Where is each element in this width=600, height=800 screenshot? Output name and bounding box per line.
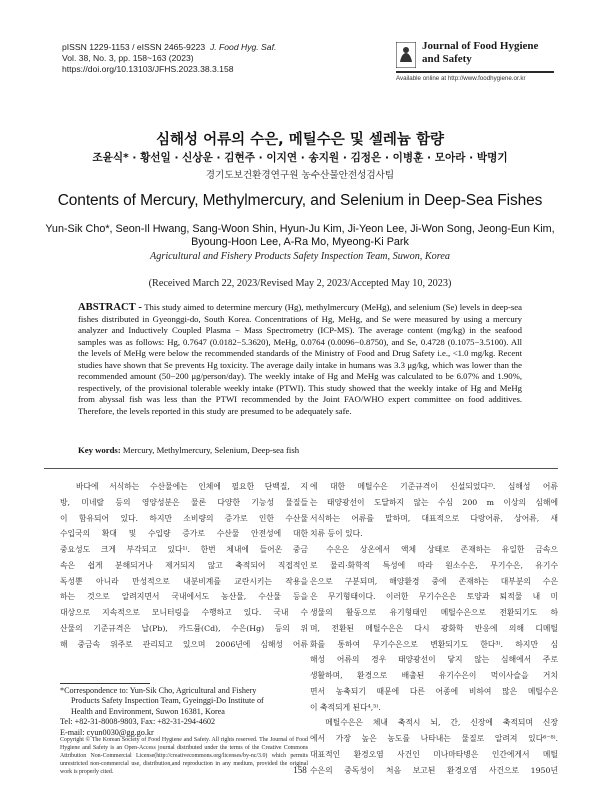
abstract-text: This study aimed to determine mercury (Hg), methylmercury (MeHg), and selenium (Se) levels in deep-sea fishes distributed in Gyeonggi-do, South Korea. Concentrations of Hg, MeHg, and Se were measured by using a mercury analyzer and Inductively Coupled Plasma − Mass Spectrometry (ICP-MS). The average content (mg/kg) in the seafood samples was as follows: Hg, 0.7647 (0.0182−5.3620), MeHg, 0.0764 (0.0096−0.8750), and Se, 0.4728 (0.1075−3.5100). All the levels of MeHg were below the recommended standards of the Ministry of Food and Drug Safety i.e., <1.0 mg/kg. Recent studies have shown that Se prevents Hg toxicity. The average daily intake in humans was 3.3 μg/kg, which was lower than the recommended amount (50−200 μg/person/day). The weekly intake of Hg and MeHg was calculated to be 6.07% and 1.90%, respectively, of the provisional tolerable weekly intake (PTWI). This study showed that the weekly intake of Hg and MeHg from abyssal fish was less than the PTWI recommended by the Joint FAO/WHO expert committee on food additives. Therefore, the levels reported in this study are presumed to be adequately safe. — [78, 302, 522, 416]
body-line: 에 대한 메틸수은 기준규격이 신설되었다²⁾. 심해성 어류 — [310, 482, 558, 491]
body-line: 수은의 중독성이 처음 보고된 환경오염 사건으로 1950년 — [310, 765, 558, 775]
journal-brand — [396, 40, 556, 82]
body-line: 속은 쉽게 분해되거나 제거되지 않고 축적되어 직접적인 — [60, 560, 308, 570]
keywords — [78, 445, 522, 455]
footnote-correspondence: *Correspondence to: Yun-Sik Cho, Agricultural and Fishery — [60, 686, 257, 695]
body-line: 수입국의 확대 및 수입량 증가로 수산물 안전성에 대한 — [60, 529, 308, 539]
keywords-text: Mercury, Methylmercury, Selenium, Deep-sea fish — [122, 445, 300, 455]
body-line: 생활하며, 환경으로 배출된 유기수은이 먹이사슬을 거치 — [310, 671, 558, 680]
body-line: 은으로 구분되며, 해양환경 중에 존재하는 대부분의 수은 — [310, 576, 558, 586]
affiliation-english: Agricultural and Fishery Products Safety Inspection Team, Suwon, Korea — [150, 251, 450, 262]
body-line: 는 태양광선이 도달하지 않는 수심 200 m 이상의 심해에 — [310, 497, 558, 507]
body-line: 바다에 서식하는 수산물에는 인체에 필요한 단백질, 지 — [60, 482, 308, 491]
body-line: 산물의 기준규격은 납(Pb), 카드뮴(Cd), 수은(Hg) 등의 위 — [60, 623, 308, 633]
title-english: Contents of Mercury, Methylmercury, and Selenium in Deep-Sea Fishes — [57, 192, 543, 209]
body-line: 화를 통하여 무기수은으로 변환되기도 한다³⁾. 하지만 심 — [310, 639, 558, 649]
footnote-rule — [60, 683, 150, 684]
footnote-correspondence-3: Health and Environment, Suwon 16381, Korea — [71, 706, 225, 716]
journal-logo-icon — [396, 42, 416, 68]
body-line: 은 무기형태이다. 이러한 무기수은은 토양과 퇴적물 내 미 — [310, 592, 558, 602]
abstract — [78, 302, 522, 417]
header-meta — [62, 42, 276, 76]
body-line: 해성 어류의 경우 태양광선이 닿지 않는 심해에서 주로 — [310, 655, 558, 665]
keywords-label: Key words: — [78, 445, 121, 455]
body-line: 에서 가장 높은 농도를 나타내는 물질로 알려져 있다⁶⁻⁸⁾. — [310, 734, 558, 743]
footnote-tel-fax: Tel: +82-31-8008-9803, Fax: +82-31-294-4602 — [60, 717, 216, 727]
body-line: 하는 것으로 알려지면서 국내에서도 농산물, 수산물 등을 — [60, 592, 308, 602]
issn-line — [62, 42, 276, 53]
body-line: 면서 농축되기 때문에 다른 어종에 비하여 많은 메틸수은 — [310, 686, 558, 696]
authors-english-line2: Byoung-Hoon Lee, A-Ra Mo, Myeong-Ki Park — [191, 236, 409, 248]
journal-name-line2: and Safety — [422, 53, 472, 65]
body-column-left — [60, 479, 308, 652]
journal-name — [422, 40, 538, 66]
body-line: 이 함유되어 있다. 하지만 소비량의 증가로 인한 수산물 — [60, 513, 308, 523]
correspondence-footnote — [60, 686, 308, 738]
footnote-correspondence-2: Products Safety Inspection Team, Gyeinggi-Do Institute of — [71, 696, 264, 706]
body-line: 독성뿐 아니라 만성적으로 내분비계를 교란시키는 작용을 — [60, 576, 308, 586]
received-dates: (Received March 22, 2023/Revised May 2, 2023/Accepted May 10, 2023) — [148, 278, 452, 289]
body-line: 메틸수은은 체내 축적시 뇌, 간, 신장에 축적되며 신장 — [310, 718, 558, 728]
footnote-email[interactable]: E-mail: cyun0030@gg.go.kr — [60, 727, 154, 737]
authors-english-line1: Yun-Sik Cho*, Seon-Il Hwang, Sang-Woon Shin, Hyun-Ju Kim, Ji-Yeon Lee, Ji-Won Song, Jeong-Eun Kim, — [45, 223, 555, 235]
body-line: 해 중금속 위주로 관리되고 있으며 2006년에 심해성 어류 — [60, 639, 308, 649]
journal-abbr: J. Food Hyg. Saf. — [209, 42, 277, 52]
volume-line: Vol. 38, No. 3, pp. 158~163 (2023) — [62, 53, 194, 64]
issn: pISSN 1229-1153 / eISSN 2465-9223 — [62, 42, 206, 52]
authors-english — [40, 223, 560, 249]
page-number: 158 — [293, 765, 307, 775]
journal-name-line1: Journal of Food Hygiene — [422, 40, 539, 52]
affiliation-korean: 경기도보건환경연구원 농수산물안전성검사팀 — [205, 170, 395, 181]
authors-korean: 조윤식* · 황선일 · 신상운 · 김현주 · 이지연 · 송지원 · 김정은 · 이병훈 · 모아라 · 박명기 — [92, 152, 508, 164]
body-line: 수은은 상온에서 액체 상태로 존재하는 유일한 금속으 — [310, 545, 558, 554]
copyright-notice: Copyright © The Korean Society of Food Hygiene and Safety. All rights reserved. The Journal of Food Hygiene and Safety is an Open-Access journal distributed under the terms of the Creative Commons Attribution Non-Commercial License(http://creativecommons.org/licenses/by-nc/3.0) which permits unrestricted non-commercial use, distribution,and reproduction in any medium, provided the original work is properly cited. — [60, 737, 308, 775]
body-line: 대표적인 환경오염 사건인 미나마타병은 인간에게서 메틸 — [310, 749, 558, 759]
body-line: 서식하는 어류를 말하며, 대표적으로 다랑어류, 상어류, 새 — [310, 513, 558, 523]
journal-url[interactable]: Available online at http://www.foodhygiene.or.kr — [396, 75, 526, 82]
body-column-right — [310, 479, 558, 778]
body-line: 며, 전환된 메틸수은은 다시 광화학 반응에 의해 디메틸 — [310, 623, 558, 633]
title-korean: 심해성 어류의 수은, 메틸수은 및 셀레늄 함량 — [156, 132, 444, 148]
body-line: 대상으로 지속적으로 모니터링을 수행하고 있다. 국내 수 — [60, 608, 308, 617]
abstract-label: ABSTRACT - — [78, 302, 142, 313]
body-line: 로 물리·화학적 특성에 따라 원소수은, 무기수은, 유기수 — [310, 560, 558, 570]
body-line: 생물의 활동으로 유기형태인 메틸수은으로 전환되기도 하 — [310, 608, 558, 617]
body-line: 치류 등이 있다. — [310, 529, 363, 539]
body-line: 방, 미네랄 등의 영양성분은 물론 다양한 기능성 물질들 — [60, 497, 308, 507]
section-divider — [44, 468, 558, 469]
body-line: 이 축적되게 된다⁴,⁵⁾. — [310, 702, 381, 712]
body-line: 중요성도 크게 부각되고 있다¹⁾. 한번 체내에 들어온 중금 — [60, 545, 308, 554]
doi-link[interactable]: https://doi.org/10.13103/JFHS.2023.38.3.158 — [62, 64, 234, 75]
journal-rule — [396, 71, 554, 73]
